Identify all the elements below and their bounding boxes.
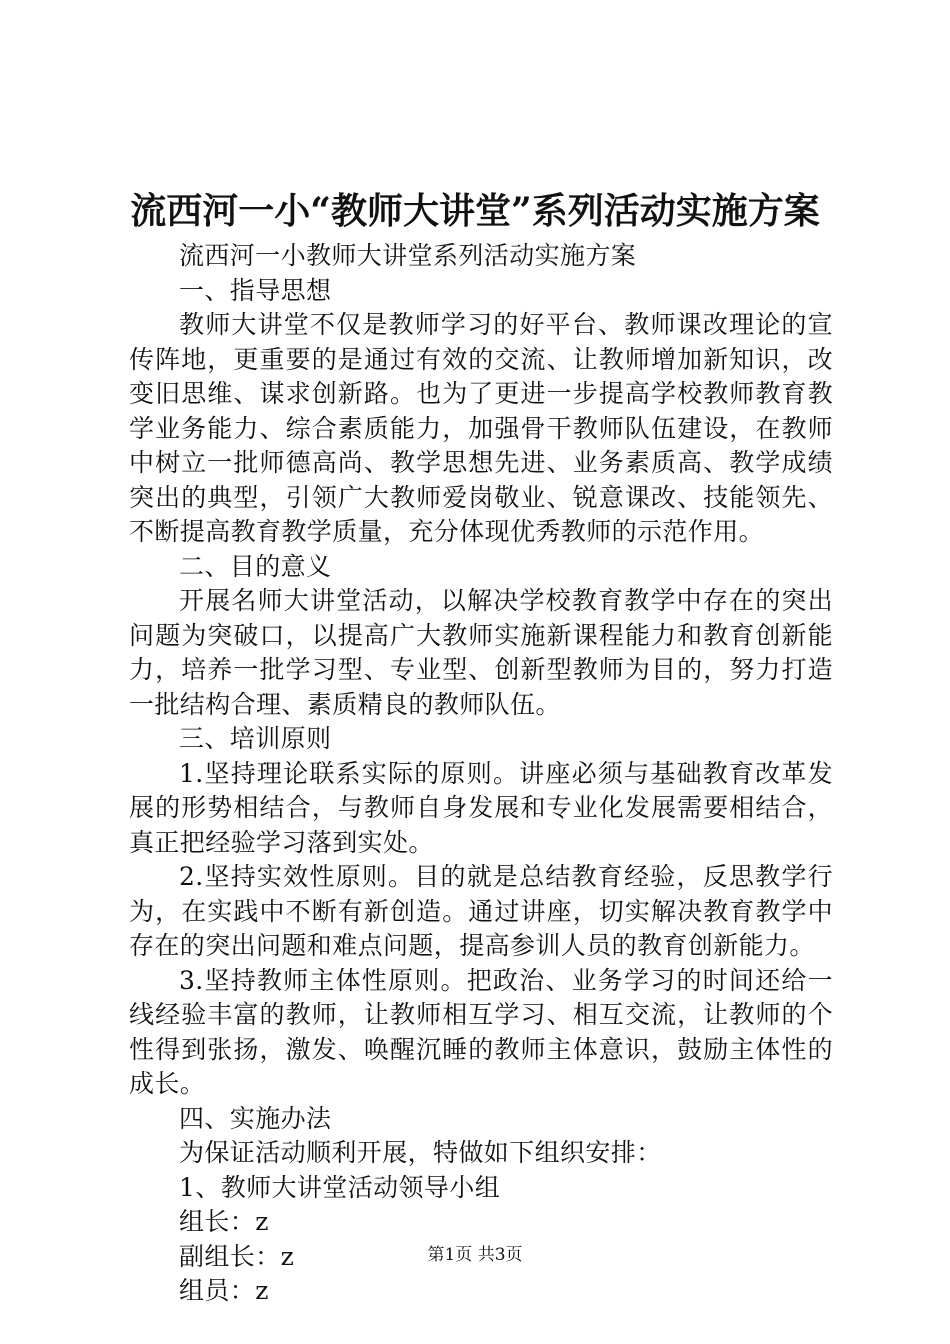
list-item-leadership-group: 1、教师大讲堂活动领导小组: [179, 1172, 501, 1202]
list-item-leader: 组长：z: [179, 1207, 269, 1236]
paragraph-principle-1: 1.坚持理论联系实际的原则。讲座必须与基础教育改革发展的形势相结合，与教师自身发展和专业化发展需要相结合，真正把经验学习落到实处。: [129, 758, 833, 857]
paragraph-principle-3: 3.坚持教师主体性原则。把政治、业务学习的时间还给一线经验丰富的教师，让教师相互学习、相互交流，让教师的个性得到张扬，激发、唤醒沉睡的教师主体意识，鼓励主体性的成长。: [129, 965, 833, 1098]
section-heading-implementation: 四、实施办法: [179, 1103, 332, 1133]
list-item-members: 组员：z: [179, 1276, 269, 1305]
document-title: 流西河一小“教师大讲堂”系列活动实施方案: [130, 190, 820, 232]
section-heading-guiding-thought: 一、指导思想: [179, 275, 332, 305]
section-heading-purpose: 二、目的意义: [179, 551, 332, 581]
section-heading-training-principles: 三、培训原则: [179, 724, 332, 753]
document-subtitle: 流西河一小教师大讲堂系列活动实施方案: [179, 241, 637, 270]
paragraph-principle-2: 2.坚持实效性原则。目的就是总结教育经验，反思教学行为，在实践中不断有新创造。通过讲座，切实解决教育教学中存在的突出问题和难点问题，提高参训人员的教育创新能力。: [129, 862, 833, 960]
page-footer: [0, 1243, 950, 1267]
document-body: [129, 239, 833, 1309]
list-item-vice-leader: 副组长：z: [179, 1241, 295, 1271]
paragraph-purpose: 开展名师大讲堂活动，以解决学校教育教学中存在的突出问题为突破口，以提高广大教师实施新课程能力和教育创新能力，培养一批学习型、专业型、创新型教师为目的，努力打造一批结构合理、素质精良的教师队伍。: [129, 586, 833, 719]
paragraph-guiding-thought: 教师大讲堂不仅是教师学习的好平台、教师课改理论的宣传阵地，更重要的是通过有效的交流、让教师增加新知识，改变旧思维、谋求创新路。也为了更进一步提高学校教师教育教学业务能力、综合素质能力，加强骨干教师队伍建设，在教师中树立一批师德高尚、教学思想先进、业务素质高、教学成绩突出的典型，引领广大教师爱岗敬业、锐意课改、技能领先、不断提高教育教学质量，充分体现优秀教师的示范作用。: [129, 310, 833, 546]
paragraph-implementation-intro: 为保证活动顺利开展，特做如下组织安排：: [179, 1138, 662, 1167]
page-number: 第1页 共3页: [427, 1245, 523, 1265]
